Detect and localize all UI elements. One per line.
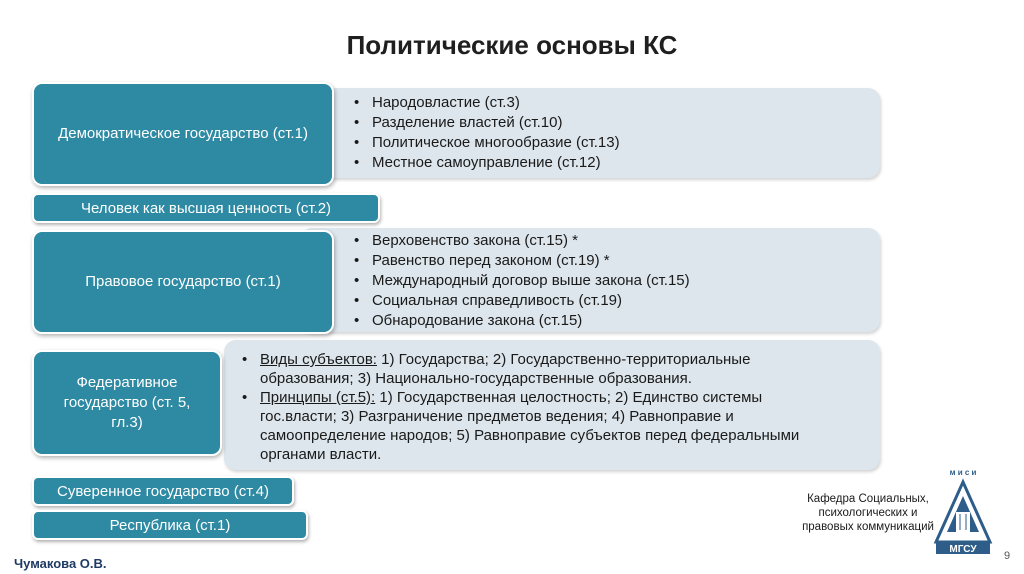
democratic-state-label: Демократическое государство (ст.1): [58, 125, 308, 142]
list-item: [242, 350, 842, 388]
list-item: • Обнародование закона (ст.15): [354, 311, 690, 331]
principles-lead: Принципы (ст.5):: [260, 389, 376, 406]
legal-state-box: [32, 230, 334, 334]
list-item: [242, 388, 842, 464]
sovereign-bar: [32, 476, 294, 506]
list-item: • Местное самоуправление (ст.12): [354, 153, 620, 173]
list-item: • Народовластие (ст.3): [354, 93, 620, 113]
legal-items-panel: [300, 228, 880, 332]
mgsu-logo: [932, 466, 994, 556]
federal-state-box: [32, 350, 222, 456]
department-name: Кафедра Социальных, психологических и правовых коммуникаций: [802, 493, 934, 533]
slide-title: Политические основы КС: [346, 30, 678, 60]
list-item: • Верховенство закона (ст.15) *: [354, 231, 690, 251]
logo-bottom-text: МГСУ: [949, 544, 977, 555]
principles-text: 1) Государственная целостность; 2) Единство системы гос.власти; 3) Разграничение предметов ведения; 4) Равноправие и самоопределение народов; 5) Равноправие субъектов перед федеральными органами власти.: [260, 389, 800, 463]
democratic-state-box: [32, 82, 334, 186]
sovereign-label: Суверенное государство (ст.4): [57, 482, 269, 500]
federal-items-panel: [224, 340, 880, 470]
list-item: • Политическое многообразие (ст.13): [354, 133, 620, 153]
page-number: 9: [1004, 550, 1011, 562]
republic-bar: [32, 510, 308, 540]
subject-types-lead: Виды субъектов:: [260, 351, 377, 368]
list-item: • Социальная справедливость (ст.19): [354, 291, 690, 311]
democratic-items-panel: [300, 88, 880, 178]
legal-state-label: Правовое государство (ст.1): [85, 273, 281, 290]
federal-state-label: Федеративное государство (ст. 5, гл.3): [63, 374, 191, 431]
author-name: Чумакова О.В.: [14, 556, 107, 571]
republic-label: Республика (ст.1): [109, 516, 231, 534]
logo-top-text: м и с и: [949, 468, 977, 477]
list-item: • Разделение властей (ст.10): [354, 113, 620, 133]
list-item: • Международный договор выше закона (ст.15): [354, 271, 690, 291]
subject-types-text: 1) Государства; 2) Государственно-территориальные образования; 3) Национально-государственные образования.: [260, 351, 751, 387]
human-value-bar: [32, 193, 380, 223]
list-item: • Равенство перед законом (ст.19) *: [354, 251, 690, 271]
human-value-label: Человек как высшая ценность (ст.2): [80, 199, 332, 217]
